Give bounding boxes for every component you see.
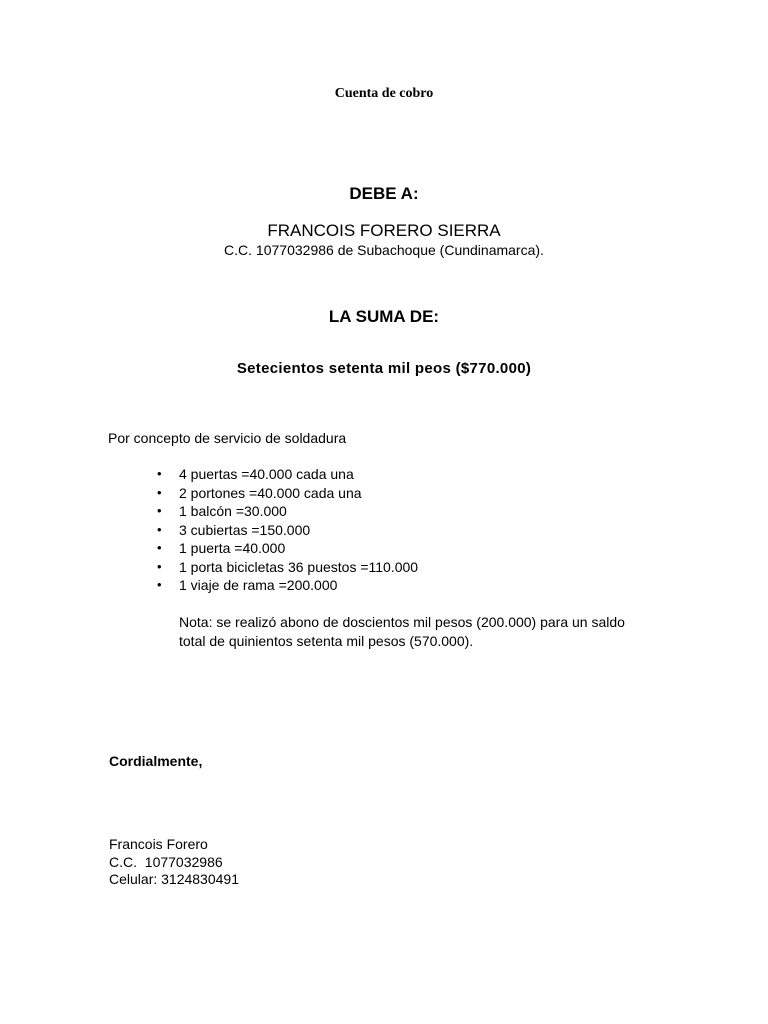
- list-item: [157, 502, 418, 521]
- item-text: 3 cubiertas =150.000: [179, 521, 311, 538]
- list-item: [157, 576, 418, 595]
- list-item: [157, 521, 418, 540]
- document-title: Cuenta de cobro: [334, 86, 434, 101]
- service-items-list: [157, 465, 419, 595]
- bullet-icon: •: [157, 503, 162, 518]
- bullet-icon: •: [157, 521, 162, 537]
- bullet-icon: •: [157, 466, 162, 481]
- closing-line: Cordialmente,: [109, 753, 203, 769]
- item-text: 1 viaje de rama =200.000: [179, 577, 338, 593]
- bullet-icon: •: [157, 577, 162, 592]
- creditor-id-line: C.C. 1077032986 de Subachoque (Cundinamarca).: [224, 242, 544, 258]
- item-text: 1 balcón =30.000: [179, 503, 287, 519]
- bullet-icon: •: [157, 540, 162, 555]
- list-item: [157, 539, 418, 558]
- creditor-name: FRANCOIS FORERO SIERRA: [267, 221, 501, 240]
- item-text: 1 puerta =40.000: [179, 540, 286, 556]
- signature-phone: Celular: 3124830491: [109, 871, 239, 887]
- list-item: [157, 465, 418, 484]
- suma-label: LA SUMA DE:: [328, 307, 440, 326]
- concept-line: Por concepto de servicio de soldadura: [108, 430, 347, 446]
- item-text: 1 porta bicicletas 36 puestos =110.000: [179, 558, 419, 575]
- list-item: [157, 558, 419, 577]
- payment-note: Nota: se realizó abono de doscientos mil pesos (200.000) para un saldo total de quinientos setenta mil pesos (570.000).: [179, 614, 625, 649]
- signature-block: [109, 836, 239, 889]
- debe-label: DEBE A:: [349, 184, 419, 203]
- item-text: 2 portones =40.000 cada una: [179, 484, 362, 501]
- item-text: 4 puertas =40.000 cada una: [179, 466, 354, 482]
- bullet-icon: •: [157, 558, 162, 574]
- bullet-icon: •: [157, 484, 162, 500]
- list-item: [157, 484, 418, 503]
- signature-name: Francois Forero: [109, 836, 208, 852]
- amount-text: Setecientos setenta mil peos ($770.000): [236, 360, 532, 377]
- signature-id: C.C. 1077032986: [109, 853, 223, 870]
